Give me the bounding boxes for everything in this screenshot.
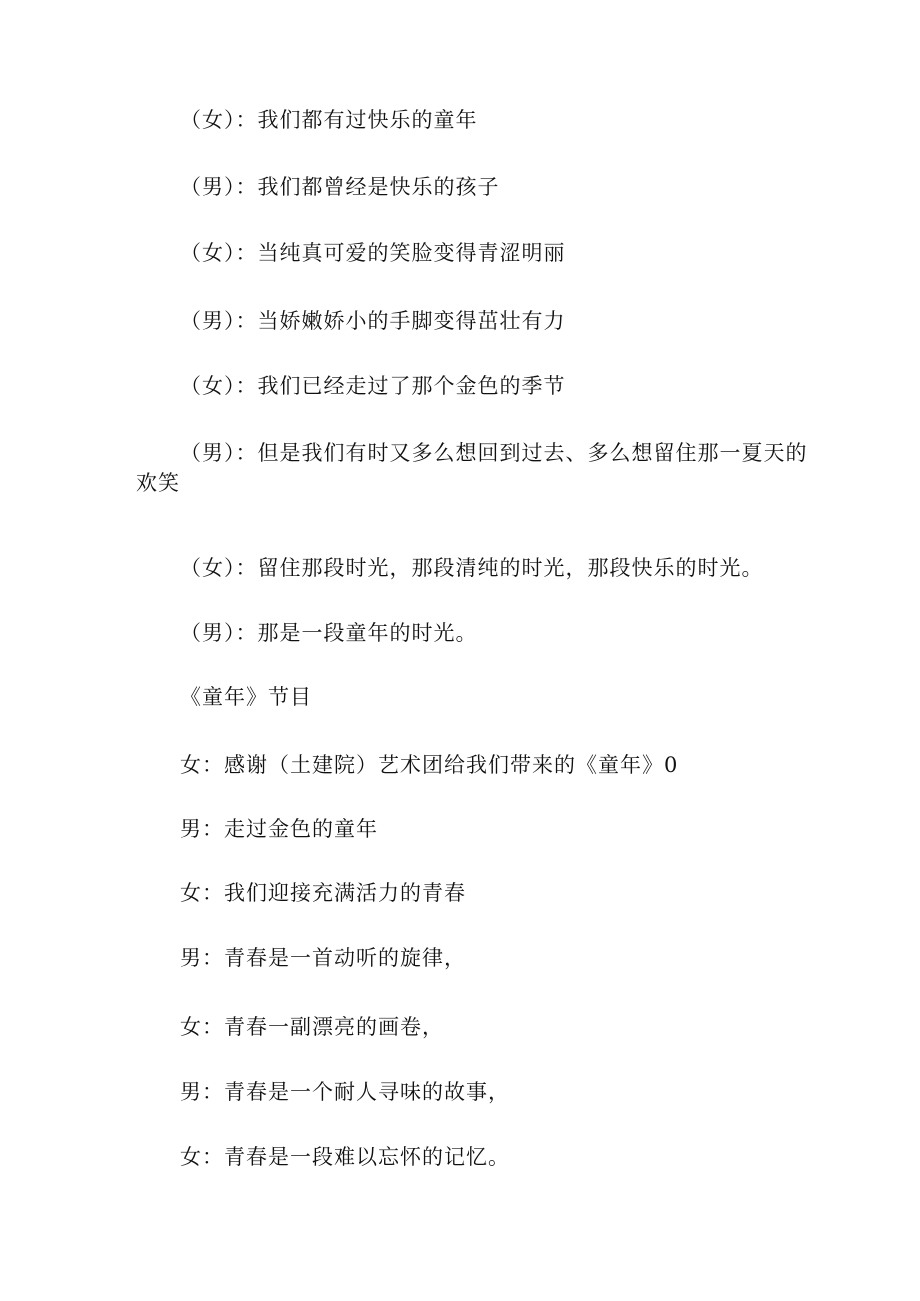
- dialogue-line: 男：青春是一个耐人寻味的故事，: [180, 1080, 510, 1104]
- dialogue-line: 男：青春是一首动听的旋律，: [180, 946, 466, 970]
- dialogue-line-wrapped: （男）：但是我们有时又多么想回到过去、多么想留住那一夏天的欢笑: [136, 441, 808, 495]
- dialogue-line: 男：走过金色的童年: [180, 817, 378, 841]
- dialogue-line: （女）：我们已经走过了那个金色的季节: [180, 374, 566, 398]
- dialogue-line: （女）：我们都有过快乐的童年: [180, 108, 478, 132]
- dialogue-line: 女：我们迎接充满活力的青春: [180, 881, 466, 905]
- dialogue-line: 女：感谢（土建院）艺术团给我们带来的《童年》0: [180, 753, 679, 777]
- dialogue-line: （男）：我们都曾经是快乐的孩子: [180, 175, 500, 199]
- dialogue-line: （女）：当纯真可爱的笑脸变得青涩明丽: [180, 241, 566, 265]
- dialogue-line: 女：青春是一段难以忘怀的记忆。: [180, 1145, 510, 1169]
- dialogue-line: （女）：留住那段时光，那段清纯的时光，那段快乐的时光。: [180, 556, 764, 580]
- dialogue-line: （男）：那是一段童年的时光。: [180, 621, 478, 645]
- program-title: 《童年》节目: [180, 685, 312, 709]
- dialogue-line: 女：青春一副漂亮的画卷，: [180, 1015, 444, 1039]
- dialogue-line: （男）：当娇嫩娇小的手脚变得茁壮有力: [180, 309, 566, 333]
